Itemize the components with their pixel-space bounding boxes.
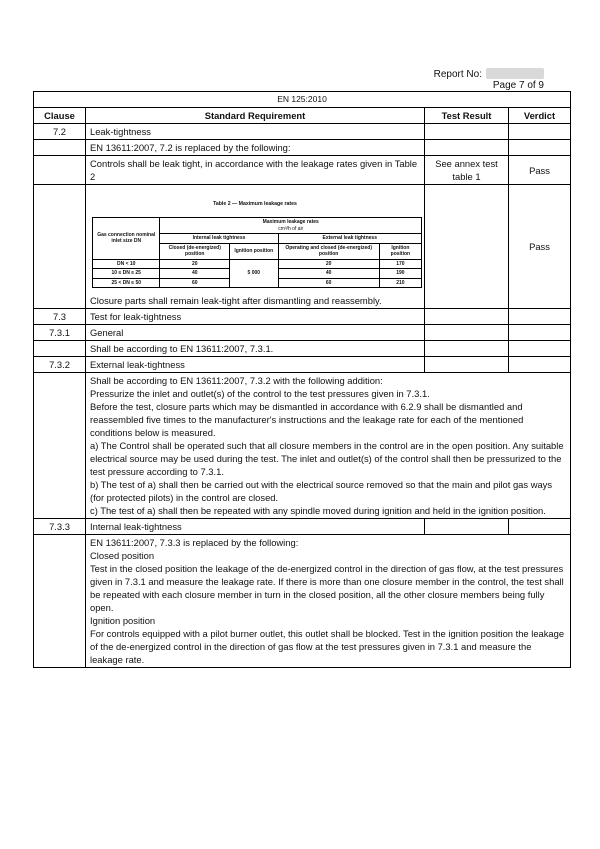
table-row: [34, 140, 571, 156]
requirement-cell: [86, 185, 425, 309]
leakage-rate-table: [92, 217, 422, 288]
requirement-cell: Shall be according to EN 13611:2007, 7.3.1.: [86, 341, 425, 357]
table-row: [34, 357, 571, 373]
t2-gas-connection-header: Gas connection nominal inlet size DN: [93, 218, 160, 260]
t2-ignition-header: Ignition position: [230, 243, 279, 259]
table-row: [34, 519, 571, 535]
requirement-cell: Controls shall be leak tight, in accordance with the leakage rates given in Table 2: [86, 156, 425, 185]
page-number: Page 7 of 9: [492, 80, 544, 91]
verdict-cell: Pass: [509, 185, 571, 309]
requirement-cell: Test for leak-tightness: [86, 309, 425, 325]
t2-operating-header: Operating and closed (de-energized) position: [278, 243, 379, 259]
report-number: [434, 68, 544, 80]
table-row: [34, 124, 571, 140]
report-table: [33, 91, 571, 668]
table-row: [34, 185, 571, 309]
table-row: [34, 156, 571, 185]
t2-row: 10 ≤ DN ≤ 25 40 40 190: [93, 269, 422, 279]
table-row: [34, 535, 571, 668]
requirement-cell: External leak-tightness: [86, 357, 425, 373]
requirement-cell: EN 13611:2007, 7.2 is replaced by the following:: [86, 140, 425, 156]
requirement-cell: Leak-tightness: [86, 124, 425, 140]
table2-caption: Table 2 — Maximum leakage rates: [213, 201, 297, 207]
requirement-cell: Internal leak-tightness: [86, 519, 425, 535]
verdict-cell: Pass: [509, 156, 571, 185]
table-row: [34, 373, 571, 519]
table-row: [34, 309, 571, 325]
col-clause: Clause: [34, 108, 86, 124]
t2-unit: cm³/h of air: [278, 225, 304, 232]
closure-parts-text: Closure parts shall remain leak-tight after dismantling and reassembly.: [90, 295, 382, 306]
col-requirement: Standard Requirement: [86, 108, 425, 124]
redacted-value: [486, 68, 544, 79]
clause-cell: 7.3.3: [34, 519, 86, 535]
table-row: [34, 341, 571, 357]
requirement-cell: Shall be according to EN 13611:2007, 7.3.2 with the following addition: Pressurize the inlet and outlet(s) of the control to the test pressures given in 7.3.1. Before the test, closure parts which may be dismantled in accordance with 6.2.9 shall be dismantled and reassembled five times to the manufacturer's instructions and the leakage rate for each of the mentioned conditions below is measured. a) The Control shall be operated such that all closure members in the control are in the open position. Any suitable electrical source may be used during the test. The inlet and outlet(s) of the control shall then be pressurized to the test pressure according to 7.3.1. b) The test of a) shall then be carried out with the electrical source removed so that the main and pilot gas ways (for protected pilots) in the control are closed. c) The test of a) shall then be repeated with any spindle moved during ignition and held in the ignition position.: [86, 373, 571, 519]
result-cell: See annex test table 1: [425, 156, 509, 185]
requirement-cell: EN 13611:2007, 7.3.3 is replaced by the following: Closed position Test in the closed position the leakage of the de-energized control in the direction of gas flow, at the test pressures given in 7.3.1 and measure the leakage rate. If there is more than one closure member in the control, the test shall be repeated with each closure member in turn in the closed position, all the other closure members being fully open. Ignition position For controls equipped with a pilot burner outlet, this outlet shall be blocked. Test in the ignition position the leakage of the de-energized control in the direction of gas flow at the test pressures given in 7.3.1 and measure the leakage rate.: [86, 535, 571, 668]
col-result: Test Result: [425, 108, 509, 124]
requirement-cell: General: [86, 325, 425, 341]
t2-max-header: Maximum leakage rates cm³/h of air: [160, 218, 422, 234]
clause-cell: 7.2: [34, 124, 86, 140]
col-verdict: Verdict: [509, 108, 571, 124]
clause-cell: 7.3: [34, 309, 86, 325]
clause-cell: 7.3.2: [34, 357, 86, 373]
t2-row: DN < 10 20 5 000 20 170: [93, 259, 422, 269]
t2-ext-ignition-header: Ignition position: [379, 243, 421, 259]
t2-ignition-value: 5 000: [230, 259, 279, 288]
t2-external-header: External leak tightness: [278, 234, 421, 244]
t2-internal-header: Internal leak tightness: [160, 234, 278, 244]
table-row: [34, 325, 571, 341]
report-number-label: Report No:: [433, 69, 482, 80]
t2-row: 25 < DN ≤ 50 60 60 210: [93, 278, 422, 288]
t2-closed-header: Closed (de-energized) position: [160, 243, 230, 259]
standard-title: EN 125:2010: [34, 92, 571, 108]
clause-cell: 7.3.1: [34, 325, 86, 341]
